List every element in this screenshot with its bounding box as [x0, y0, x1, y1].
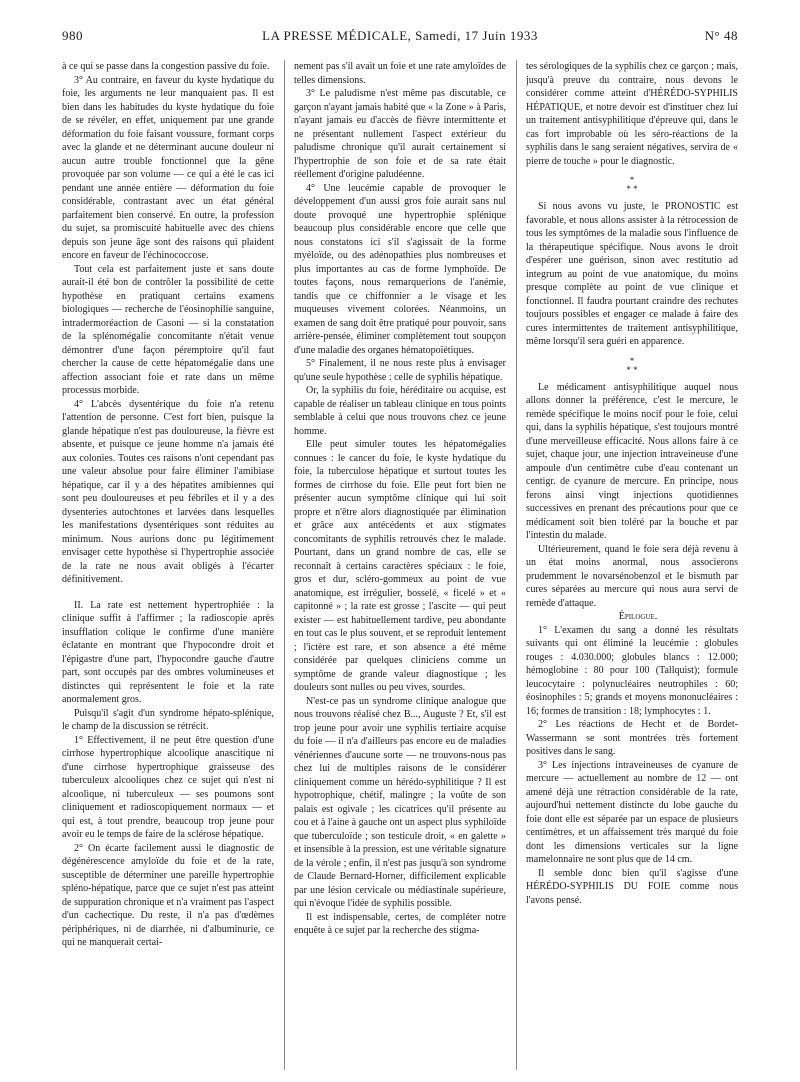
section-separator: * * *	[626, 355, 638, 375]
paragraph: Tout cela est parfaitement juste et sans doute aurait-il été bon de contrôler la possibilité de cette hypothèse en pratiquant certains examens biologiques — recherche de l'éosinophilie sanguine, intradermoréaction de Casoni — si la constatation de la splénomégalie concomitante n'était venue démontrer d'une façon péremptoire qu'il faut chercher la cause de cette hépatomégalie dans une affection associant foie et rate dans un même processus morbide.	[62, 263, 274, 396]
issue-number: N° 48	[704, 28, 738, 43]
paragraph: nement pas s'il avait un foie et une rate amyloïdes de telles dimensions.	[294, 61, 506, 86]
paragraph: Or, la syphilis du foie, héréditaire ou acquise, est capable de réaliser un tableau clinique en tous points semblable à celui que nous trouvons chez ce jeune homme.	[294, 385, 506, 437]
paragraph: Il semble donc bien qu'il s'agisse d'une HÉRÉDO-SYPHILIS DU FOIE comme nous l'avons pensé.	[526, 867, 738, 906]
paragraph: 2° On écarte facilement aussi le diagnostic de dégénérescence amyloïde du foie et de la rate, susceptible de déterminer une pareille hypertrophie spléno-hépatique, parce que ce sujet n'est pas atteint de suppuration chronique et n'a vraiment pas l'aspect d'un cachectique. Du reste, il n'a pas d'œdèmes périphériques, ni de diarrhée, ni d'albuminurie, ce qui ne manquerait certai-	[62, 842, 274, 948]
paragraph: N'est-ce pas un syndrome clinique analogue que nous trouvons réalisé chez B..., Auguste ? Et, s'il est trop jeune pour avoir une syphilis tertiaire acquise du foie — il n'a d'ailleurs pas encore eu de maladies vénériennes d'aucune sorte — ne trouvons-nous pas chez lui de multiples raisons de le considérer cliniquement comme un hérédo-syphilitique ? Il est hypotrophique, chétif, malingre ; la voûte de son palais est ogivale ; les cicatrices qu'il présente au cou et à l'aine à gauche ont un aspect plus syphiloïde que tuberculoïde ; son testicule droit, « en galette » et insensible à la pression, est une véritable signature de la vérole ; enfin, il n'est pas jusqu'à son syndrome de Claude Bernard-Horner, difficilement explicable par une lésion cervicale ou médiastinale supérieure, qui n'évoque l'idée de syphilis possible.	[294, 695, 506, 909]
page-header	[62, 28, 738, 48]
column-1	[62, 60, 274, 1070]
paragraph: Elle peut simuler toutes les hépatomégalies connues : le cancer du foie, le kyste hydatique du foie, la tuberculose hépatique et surtout toutes les formes de cirrhose du foie. Elle peut fort bien ne présenter aucun symptôme clinique qui lui soit propre et n'être alors diagnostiquée par élimination et grâce aux antécédents et aux stigmates concomitants de syphilis retrouvés chez le malade. Pourtant, dans un grand nombre de cas, elle se reconnaît à certains caractères spéciaux : le foie, gros et dur, scléro-gommeux au point de vue anatomique, est irrégulier, bosselé, « ficelé » et « capitonné » ; la rate est grosse ; l'ascite — qui peut exister — est habituellement tardive, peu abondante en tout cas le plus souvent, et se reproduit lentement ; l'ictère est rare, et son absence a été même considérée par quelques cliniciens comme un symptôme de grande valeur diagnostique ; les douleurs sont nulles ou peu vives, sourdes.	[294, 439, 506, 693]
paragraph: Ultérieurement, quand le foie sera déjà revenu à un état moins anormal, nous associerons prudemment le novarsénobenzol et le bismuth par cures séparées au mercure qui nous aura servi de remède d'attaque.	[526, 543, 738, 609]
page-number: 980	[62, 28, 83, 43]
column-rule	[516, 60, 517, 1070]
epilogue-heading: Épilogue.	[618, 611, 658, 622]
paragraph: à ce qui se passe dans la congestion passive du foie.	[62, 61, 270, 72]
paragraph: 4° Une leucémie capable de provoquer le développement d'un aussi gros foie aurait sans nul doute provoqué une hypertrophie splénique beaucoup plus considérable encore que celle que nous constatons ici s'il s'agissait de la forme myéloïde, ou des adénopathies plus nombreuses et plus importantes au cas de forme lymphoïde. De toutes façons, nous remarquerions de l'anémie, tandis que ce chiffonnier a le visage et les muqueuses vivement colorées. Néanmoins, un examen de sang doit être pratiqué pour pouvoir, sans arrière-pensée, éliminer complètement tout soupçon d'une maladie des organes hématopoïétiques.	[294, 182, 506, 356]
paragraph: 3° Le paludisme n'est même pas discutable, ce garçon n'ayant jamais habité que « la Zone » à Paris, n'ayant jamais eu d'accès de fièvre intermittente et ne présentant nullement l'aspect extérieur du paludisme chronique qu'il aurait certainement si l'hypertrophie de son foie et de sa rate était réellement d'origine paludéenne.	[294, 88, 506, 180]
paragraph: 1° Effectivement, il ne peut être question d'une cirrhose hypertrophique alcoolique anascitique ni d'une cirrhose hypertrophique graisseuse des tuberculeux alcooliques chez ce sujet qui n'est ni alcoolique, ni tuberculeux — ses poumons sont cliniquement et radioscopiquement normaux — et qui est, à tout prendre, beaucoup trop jeune pour avoir eu le temps de faire de la sclérose hépatique.	[62, 734, 274, 840]
paragraph: Il est indispensable, certes, de compléter notre enquête à ce sujet par la recherche des stigma-	[294, 911, 506, 936]
section-paragraph: II. La rate est nettement hypertrophiée : la clinique suffit à l'affirmer ; la radioscopie après insufflation colique le confirme d'une manière éclatante en montrant que l'hypocondre droit et l'épigastre d'une part, l'hypocondre gauche d'autre part, sont occupés par des ombres volumineuses et distinctes qui représentent le foie et la rate anormalement gros.	[62, 599, 274, 705]
paragraph: 4° L'abcès dysentérique du foie n'a retenu l'attention de personne. C'est fort bien, puisque la glande hépatique n'est pas douloureuse, la fièvre est absente, et puisque ce jeune homme n'a jamais été aux colonies. Toutes ces raisons n'ont cependant pas une valeur absolue pour faire éliminer l'amibiase hépatique, car il y a des hépatites amibiennes qui sont peu douloureuses et peu fébriles et il y a des dysenteries autochtones et larvées dans lesquelles les manifestations dysentériques sont réduites au minimum. Nous aurions donc pu légitimement envisager cette hypothèse si l'hypertrophie associée de la rate ne nous avait obligés à l'écarter définitivement.	[62, 398, 274, 585]
column-rule	[284, 60, 285, 1070]
paragraph: Si nous avons vu juste, le PRONOSTIC est favorable, et nous allons assister à la rétrocession de tous les symptômes de la maladie sous l'influence de la thérapeutique spécifique. Nous avons le droit d'espérer une guérison, sinon avec restitutio ad integrum au point de vue anatomique, du moins presque complète au point de vue clinique et fonctionnel. Il faudra pourtant craindre des rechutes toujours possibles et engager ce malade à faire des cures intermittentes de traitement antisyphilitique, même lorsqu'il sera guéri en apparence.	[526, 201, 738, 347]
paragraph: 1° L'examen du sang a donné les résultats suivants qui ont éliminé la leucémie : globules rouges : 4.030.000; globules blancs : 12.000; hémoglobine : 80 pour 100 (Tallquist); formule leucocytaire : polynucléaires neutrophiles : 60; éosinophiles : 5; grands et moyens mononucléaires : 16; formes de transition : 18; lymphocytes : 1.	[526, 624, 738, 717]
paragraph: 3° Les injections intraveineuses de cyanure de mercure — actuellement au nombre de 12 — ont amené déjà une rétraction considérable de la rate, aujourd'hui nettement distincte du lobe gauche du foie dont elle est séparée par un espace de plusieurs centimètres, et un affaissement très marqué du foie dont les dimensions verticales sur la ligne mamelonnaire ne sont plus que de 14 cm.	[526, 759, 738, 865]
paragraph: 3° Au contraire, en faveur du kyste hydatique du foie, les arguments ne leur manquaient pas. Il est bien dans les habitudes du kyste hydatique du foie de se révéler, en effet, uniquement par une grande déformation du foie faisant voussure, formant corps avec la glande et ne déterminant aucune douleur ni aucun autre trouble fonctionnel que la gêne provoquée par son volume — ce qui a été le cas ici pendant une année entière — déformation du foie considérable, contrastant avec un état général parfaitement bien conservé. En outre, la profession du sujet, sa promiscuité habituelle avec des chiens depuis son jeune âge sont des raisons qui plaident encore en faveur de l'échinococcose.	[62, 74, 274, 261]
paragraph: Puisqu'il s'agit d'un syndrome hépato-splénique, le champ de la discussion se rétrécit.	[62, 707, 274, 732]
paragraph: Le médicament antisyphilitique auquel nous allons donner la préférence, c'est le mercure, le remède spécifique le moins nocif pour le foie, celui qui, dans la syphilis hépatique, s'est toujours montré d'une merveilleuse efficacité. Nous allons faire à ce sujet, chaque jour, une injection intraveineuse d'une ampoule d'un centimètre cube d'eau contenant un centigr. de cyanure de mercure. En principe, nous ferons ainsi vingt injections quotidiennes successives en prenant des précautions pour que ce médicament soit bien toléré par la bouche et par l'intestin du malade.	[526, 381, 738, 541]
column-3	[526, 60, 738, 1070]
section-separator: * * *	[626, 175, 638, 194]
paragraph: tes sérologiques de la syphilis chez ce garçon ; mais, jusqu'à preuve du contraire, nous devons le considérer comme atteint d'HÉRÉDO-SYPHILIS HÉPATIQUE, et notre devoir est d'instituer chez lui un traitement antisyphilitique d'épreuve qui, dans le cas fort improbable où les séro-réactions de la syphilis dans le sang seraient négatives, servira de « pierre de touche » pour le diagnostic.	[526, 61, 738, 167]
column-2	[294, 60, 506, 1070]
paragraph: 5° Finalement, il ne nous reste plus à envisager qu'une seule hypothèse : celle de syphilis hépatique.	[294, 358, 506, 383]
paragraph: 2° Les réactions de Hecht et de Bordet-Wassermann se sont montrées très fortement positives dans le sang.	[526, 719, 738, 757]
journal-title: LA PRESSE MÉDICALE, Samedi, 17 Juin 1933	[262, 28, 538, 43]
